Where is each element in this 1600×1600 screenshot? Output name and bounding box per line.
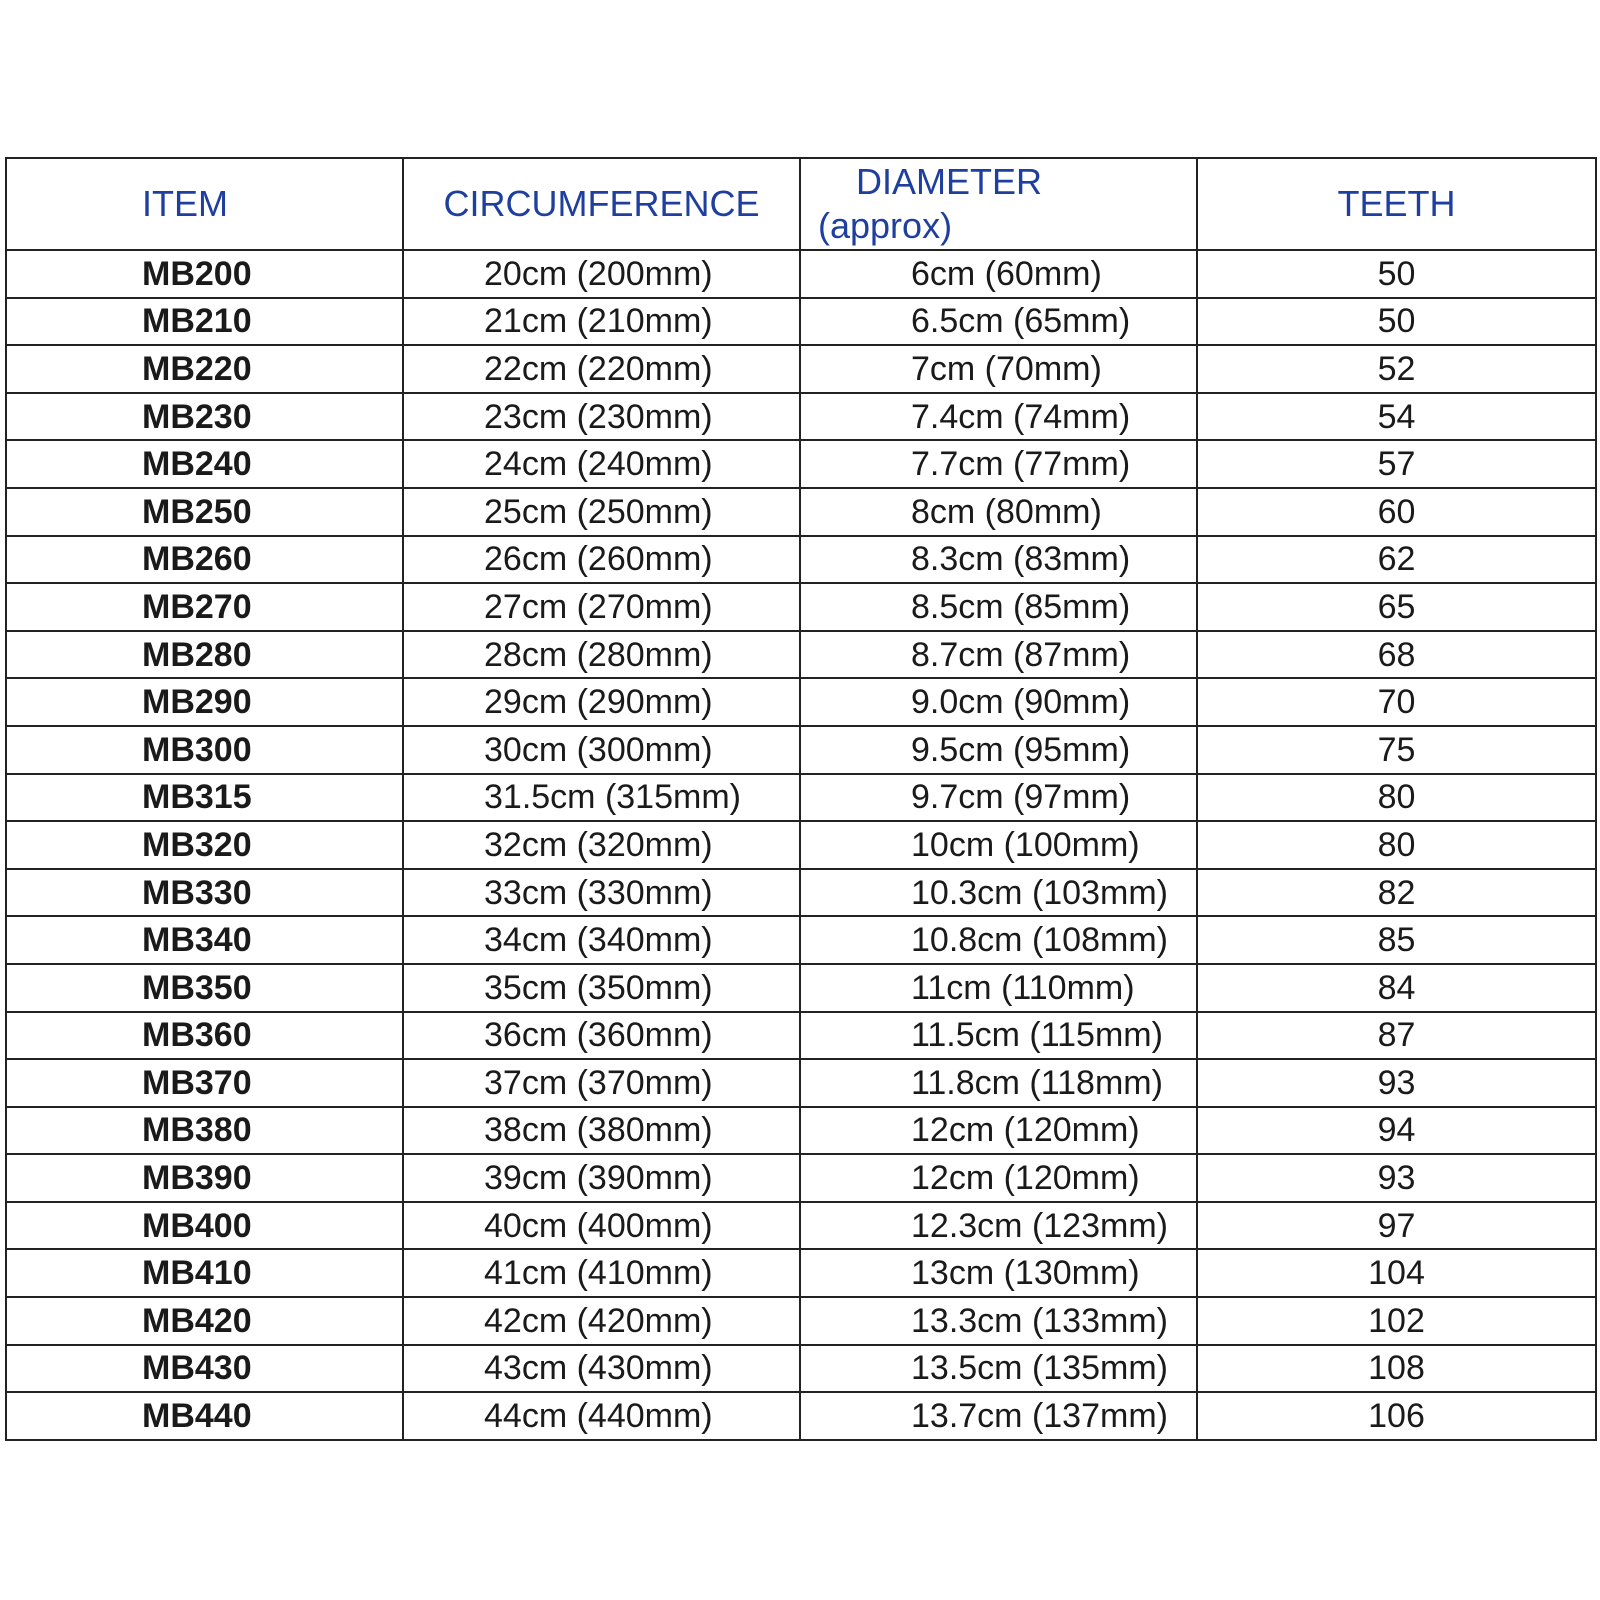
table-row (6, 440, 1596, 488)
circumference-cell: 37cm (370mm) (403, 1059, 800, 1107)
item-cell: MB410 (6, 1249, 403, 1297)
item-cell: MB340 (6, 916, 403, 964)
circumference-cell: 25cm (250mm) (403, 488, 800, 536)
diameter-cell: 12cm (120mm) (800, 1107, 1197, 1155)
diameter-cell: 7.7cm (77mm) (800, 440, 1197, 488)
diameter-cell: 8.7cm (87mm) (800, 631, 1197, 679)
teeth-cell: 70 (1197, 678, 1596, 726)
teeth-cell: 82 (1197, 869, 1596, 917)
diameter-cell: 6cm (60mm) (800, 250, 1197, 298)
teeth-cell: 50 (1197, 250, 1596, 298)
item-cell: MB210 (6, 298, 403, 346)
teeth-cell: 57 (1197, 440, 1596, 488)
teeth-cell: 52 (1197, 345, 1596, 393)
item-cell: MB350 (6, 964, 403, 1012)
table-row (6, 678, 1596, 726)
header-item: ITEM (6, 158, 403, 250)
circumference-cell: 41cm (410mm) (403, 1249, 800, 1297)
circumference-cell: 28cm (280mm) (403, 631, 800, 679)
teeth-cell: 87 (1197, 1012, 1596, 1060)
teeth-cell: 62 (1197, 536, 1596, 584)
circumference-cell: 20cm (200mm) (403, 250, 800, 298)
circumference-cell: 40cm (400mm) (403, 1202, 800, 1250)
item-cell: MB260 (6, 536, 403, 584)
item-cell: MB280 (6, 631, 403, 679)
diameter-cell: 9.0cm (90mm) (800, 678, 1197, 726)
circumference-cell: 31.5cm (315mm) (403, 774, 800, 822)
diameter-cell: 11.5cm (115mm) (800, 1012, 1197, 1060)
table-row (6, 1202, 1596, 1250)
table-body (6, 250, 1596, 1440)
circumference-cell: 24cm (240mm) (403, 440, 800, 488)
circumference-cell: 27cm (270mm) (403, 583, 800, 631)
table-row (6, 345, 1596, 393)
header-circumference: CIRCUMFERENCE (403, 158, 800, 250)
table-row (6, 1154, 1596, 1202)
table-row (6, 393, 1596, 441)
circumference-cell: 32cm (320mm) (403, 821, 800, 869)
table-row (6, 1249, 1596, 1297)
diameter-cell: 13.3cm (133mm) (800, 1297, 1197, 1345)
circumference-cell: 42cm (420mm) (403, 1297, 800, 1345)
teeth-cell: 108 (1197, 1345, 1596, 1393)
diameter-cell: 13.5cm (135mm) (800, 1345, 1197, 1393)
table-row (6, 916, 1596, 964)
teeth-cell: 93 (1197, 1059, 1596, 1107)
item-cell: MB320 (6, 821, 403, 869)
diameter-cell: 11.8cm (118mm) (800, 1059, 1197, 1107)
teeth-cell: 94 (1197, 1107, 1596, 1155)
header-diameter (800, 158, 1197, 250)
circumference-cell: 38cm (380mm) (403, 1107, 800, 1155)
teeth-cell: 65 (1197, 583, 1596, 631)
header-diameter-line2: (approx) (818, 205, 953, 246)
item-cell: MB270 (6, 583, 403, 631)
item-cell: MB390 (6, 1154, 403, 1202)
table-row (6, 583, 1596, 631)
item-cell: MB290 (6, 678, 403, 726)
item-cell: MB400 (6, 1202, 403, 1250)
item-cell: MB420 (6, 1297, 403, 1345)
diameter-cell: 8.3cm (83mm) (800, 536, 1197, 584)
table-row (6, 488, 1596, 536)
teeth-cell: 85 (1197, 916, 1596, 964)
teeth-cell: 84 (1197, 964, 1596, 1012)
circumference-cell: 30cm (300mm) (403, 726, 800, 774)
teeth-cell: 102 (1197, 1297, 1596, 1345)
table-row (6, 1012, 1596, 1060)
table-row (6, 1059, 1596, 1107)
teeth-cell: 106 (1197, 1392, 1596, 1440)
diameter-cell: 8cm (80mm) (800, 488, 1197, 536)
item-cell: MB240 (6, 440, 403, 488)
table-row (6, 250, 1596, 298)
item-cell: MB230 (6, 393, 403, 441)
item-cell: MB330 (6, 869, 403, 917)
header-row (6, 158, 1596, 250)
table-row (6, 1107, 1596, 1155)
item-cell: MB370 (6, 1059, 403, 1107)
circumference-cell: 21cm (210mm) (403, 298, 800, 346)
diameter-cell: 13.7cm (137mm) (800, 1392, 1197, 1440)
diameter-cell: 11cm (110mm) (800, 964, 1197, 1012)
teeth-cell: 75 (1197, 726, 1596, 774)
circumference-cell: 39cm (390mm) (403, 1154, 800, 1202)
circumference-cell: 35cm (350mm) (403, 964, 800, 1012)
diameter-cell: 12cm (120mm) (800, 1154, 1197, 1202)
size-table (5, 157, 1597, 1441)
circumference-cell: 43cm (430mm) (403, 1345, 800, 1393)
diameter-cell: 9.5cm (95mm) (800, 726, 1197, 774)
diameter-cell: 10.3cm (103mm) (800, 869, 1197, 917)
table-row (6, 1392, 1596, 1440)
item-cell: MB440 (6, 1392, 403, 1440)
diameter-cell: 7.4cm (74mm) (800, 393, 1197, 441)
circumference-cell: 34cm (340mm) (403, 916, 800, 964)
header-teeth: TEETH (1197, 158, 1596, 250)
item-cell: MB200 (6, 250, 403, 298)
table-row (6, 631, 1596, 679)
table-row (6, 726, 1596, 774)
circumference-cell: 33cm (330mm) (403, 869, 800, 917)
table-row (6, 298, 1596, 346)
table-row (6, 869, 1596, 917)
table-row (6, 821, 1596, 869)
teeth-cell: 54 (1197, 393, 1596, 441)
circumference-cell: 36cm (360mm) (403, 1012, 800, 1060)
item-cell: MB430 (6, 1345, 403, 1393)
item-cell: MB220 (6, 345, 403, 393)
teeth-cell: 60 (1197, 488, 1596, 536)
circumference-cell: 44cm (440mm) (403, 1392, 800, 1440)
item-cell: MB360 (6, 1012, 403, 1060)
item-cell: MB380 (6, 1107, 403, 1155)
teeth-cell: 104 (1197, 1249, 1596, 1297)
table-row (6, 964, 1596, 1012)
table-row (6, 1297, 1596, 1345)
teeth-cell: 93 (1197, 1154, 1596, 1202)
item-cell: MB300 (6, 726, 403, 774)
teeth-cell: 68 (1197, 631, 1596, 679)
item-cell: MB315 (6, 774, 403, 822)
teeth-cell: 97 (1197, 1202, 1596, 1250)
diameter-cell: 10cm (100mm) (800, 821, 1197, 869)
diameter-cell: 6.5cm (65mm) (800, 298, 1197, 346)
diameter-cell: 7cm (70mm) (800, 345, 1197, 393)
diameter-cell: 12.3cm (123mm) (800, 1202, 1197, 1250)
table-row (6, 1345, 1596, 1393)
diameter-cell: 9.7cm (97mm) (800, 774, 1197, 822)
header-diameter-line1: DIAMETER (856, 161, 1043, 202)
circumference-cell: 22cm (220mm) (403, 345, 800, 393)
item-cell: MB250 (6, 488, 403, 536)
table-row (6, 774, 1596, 822)
circumference-cell: 23cm (230mm) (403, 393, 800, 441)
teeth-cell: 80 (1197, 821, 1596, 869)
diameter-cell: 8.5cm (85mm) (800, 583, 1197, 631)
table-row (6, 536, 1596, 584)
circumference-cell: 26cm (260mm) (403, 536, 800, 584)
teeth-cell: 80 (1197, 774, 1596, 822)
diameter-cell: 10.8cm (108mm) (800, 916, 1197, 964)
circumference-cell: 29cm (290mm) (403, 678, 800, 726)
diameter-cell: 13cm (130mm) (800, 1249, 1197, 1297)
teeth-cell: 50 (1197, 298, 1596, 346)
